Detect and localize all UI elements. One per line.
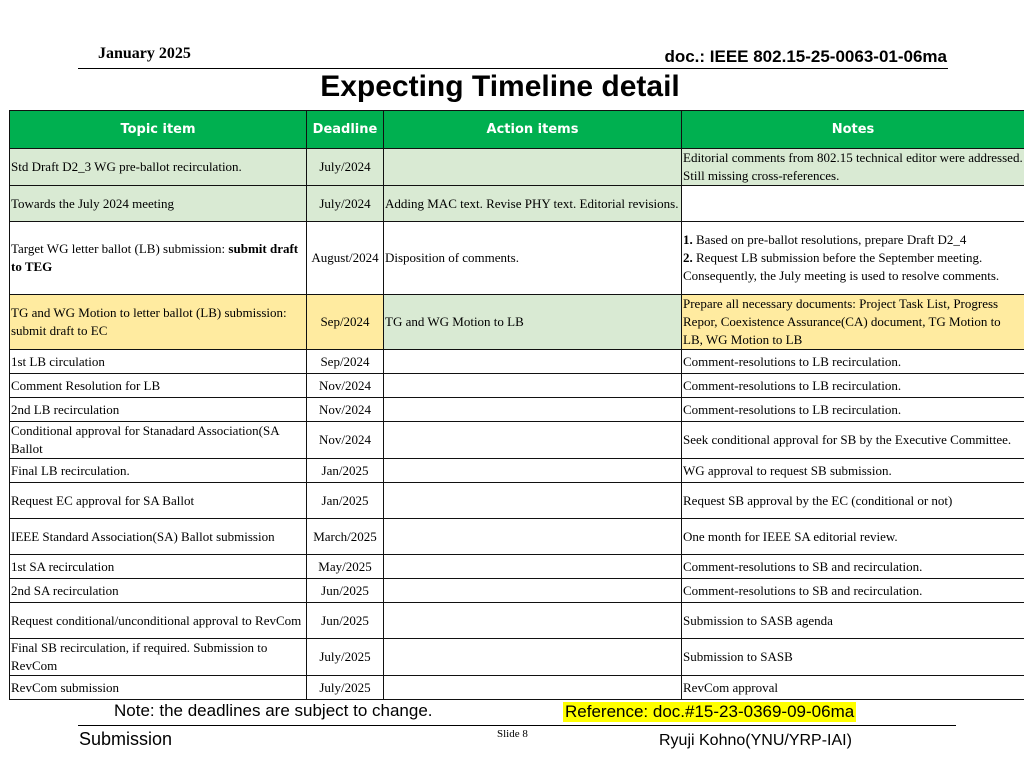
cell-action: Adding MAC text. Revise PHY text. Editorial revisions.: [384, 186, 682, 222]
column-header-topic: Topic item: [10, 111, 307, 149]
cell-topic: 1st LB circulation: [10, 350, 307, 374]
cell-deadline: March/2025: [307, 519, 384, 555]
timeline-table: [9, 110, 1024, 700]
cell-topic: [10, 222, 307, 295]
cell-topic: Conditional approval for Stanadard Association(SA Ballot: [10, 422, 307, 459]
cell-topic: RevCom submission: [10, 676, 307, 700]
slide-title: Expecting Timeline detail: [320, 70, 680, 103]
notes-item-number: 1.: [683, 232, 693, 247]
cell-action: [384, 676, 682, 700]
cell-notes: [682, 222, 1024, 295]
cell-deadline: Nov/2024: [307, 398, 384, 422]
cell-notes: Submission to SASB agenda: [682, 603, 1024, 639]
cell-deadline: August/2024: [307, 222, 384, 295]
cell-topic: Final LB recirculation.: [10, 459, 307, 483]
table-row: [10, 555, 1024, 579]
cell-deadline: Jun/2025: [307, 579, 384, 603]
table-row: [10, 676, 1024, 700]
cell-topic: 2nd LB recirculation: [10, 398, 307, 422]
cell-action: [384, 639, 682, 676]
cell-notes: Comment-resolutions to SB and recirculation.: [682, 555, 1024, 579]
topic-text: Target WG letter ballot (LB) submission:: [11, 241, 229, 256]
deadline-note: Note: the deadlines are subject to change.: [114, 701, 433, 720]
notes-item-number: 2.: [683, 250, 693, 265]
cell-deadline: July/2025: [307, 676, 384, 700]
topic-bold-text: submit draft to TEG: [11, 241, 299, 274]
cell-action: [384, 519, 682, 555]
footer-slide-number: Slide 8: [497, 728, 528, 740]
footer-author: Ryuji Kohno(YNU/YRP-IAI): [659, 732, 852, 749]
cell-action: [384, 555, 682, 579]
table-row: [10, 222, 1024, 295]
cell-topic: 2nd SA recirculation: [10, 579, 307, 603]
cell-topic: 1st SA recirculation: [10, 555, 307, 579]
cell-action: [384, 422, 682, 459]
cell-topic: Request conditional/unconditional approval to RevCom: [10, 603, 307, 639]
cell-deadline: Sep/2024: [307, 295, 384, 350]
cell-deadline: Jan/2025: [307, 459, 384, 483]
cell-deadline: Nov/2024: [307, 374, 384, 398]
table-row: [10, 519, 1024, 555]
cell-topic: IEEE Standard Association(SA) Ballot submission: [10, 519, 307, 555]
cell-deadline: Jan/2025: [307, 483, 384, 519]
cell-deadline: July/2024: [307, 149, 384, 186]
column-header-deadline: Deadline: [307, 111, 384, 149]
notes-item-text: Request LB submission before the September meeting. Consequently, the July meeting is used to resolve comments.: [683, 250, 1000, 283]
cell-topic: TG and WG Motion to letter ballot (LB) submission: submit draft to EC: [10, 295, 307, 350]
cell-action: [384, 459, 682, 483]
cell-action: [384, 374, 682, 398]
cell-notes: Comment-resolutions to LB recirculation.: [682, 374, 1024, 398]
table-row: [10, 459, 1024, 483]
cell-notes: Submission to SASB: [682, 639, 1024, 676]
table-row: [10, 295, 1024, 350]
cell-deadline: Nov/2024: [307, 422, 384, 459]
cell-topic: Final SB recirculation, if required. Submission to RevCom: [10, 639, 307, 676]
cell-action: TG and WG Motion to LB: [384, 295, 682, 350]
footer-rule: [78, 725, 956, 726]
cell-deadline: May/2025: [307, 555, 384, 579]
cell-topic: Towards the July 2024 meeting: [10, 186, 307, 222]
table-row: [10, 398, 1024, 422]
cell-notes: Comment-resolutions to LB recirculation.: [682, 398, 1024, 422]
cell-topic: Comment Resolution for LB: [10, 374, 307, 398]
header-doc-id: doc.: IEEE 802.15-25-0063-01-06ma: [664, 47, 947, 66]
notes-item-text: Based on pre-ballot resolutions, prepare Draft D2_4: [692, 232, 967, 247]
cell-notes: One month for IEEE SA editorial review.: [682, 519, 1024, 555]
cell-action: [384, 483, 682, 519]
table-row: [10, 186, 1024, 222]
cell-notes: RevCom approval: [682, 676, 1024, 700]
cell-action: [384, 350, 682, 374]
reference-highlight: Reference: doc.#15-23-0369-09-06ma: [565, 702, 855, 721]
table-row: [10, 149, 1024, 186]
cell-notes: Seek conditional approval for SB by the Executive Committee.: [682, 422, 1024, 459]
cell-action: [384, 579, 682, 603]
cell-deadline: July/2024: [307, 186, 384, 222]
cell-notes: Prepare all necessary documents: Project Task List, Progress Repor, Coexistence Assurance(CA) document, TG Motion to LB, WG Motion to LB: [682, 295, 1024, 350]
cell-action: [384, 603, 682, 639]
cell-topic: Std Draft D2_3 WG pre-ballot recirculation.: [10, 149, 307, 186]
cell-notes: Editorial comments from 802.15 technical editor were addressed. Still missing cross-references.: [682, 149, 1024, 186]
header-rule: [78, 68, 948, 69]
cell-action: [384, 149, 682, 186]
cell-action: Disposition of comments.: [384, 222, 682, 295]
cell-topic: Request EC approval for SA Ballot: [10, 483, 307, 519]
table-row: [10, 603, 1024, 639]
header-date: January 2025: [98, 45, 191, 62]
cell-action: [384, 398, 682, 422]
cell-deadline: July/2025: [307, 639, 384, 676]
cell-notes: Comment-resolutions to SB and recirculation.: [682, 579, 1024, 603]
column-header-action: Action items: [384, 111, 682, 149]
cell-notes: Request SB approval by the EC (conditional or not): [682, 483, 1024, 519]
table-row: [10, 422, 1024, 459]
table-header-row: [10, 111, 1024, 149]
cell-deadline: Sep/2024: [307, 350, 384, 374]
cell-deadline: Jun/2025: [307, 603, 384, 639]
cell-notes: WG approval to request SB submission.: [682, 459, 1024, 483]
table-row: [10, 374, 1024, 398]
cell-notes: [682, 186, 1024, 222]
footer-submission: Submission: [79, 729, 173, 749]
table-row: [10, 579, 1024, 603]
table-row: [10, 483, 1024, 519]
table-row: [10, 639, 1024, 676]
column-header-notes: Notes: [682, 111, 1024, 149]
cell-notes: Comment-resolutions to LB recirculation.: [682, 350, 1024, 374]
table-row: [10, 350, 1024, 374]
